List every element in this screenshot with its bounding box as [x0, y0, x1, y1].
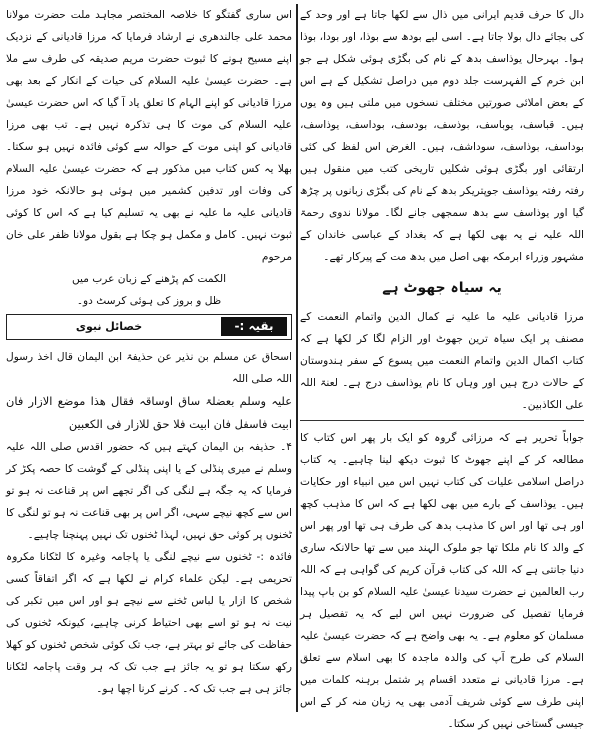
verse-line-1: الکمت کم پڑھنے کے زبان عرب میں: [71, 273, 227, 285]
column-divider: [296, 4, 298, 712]
section-divider: [300, 420, 584, 421]
continuation-subtitle: خصائل نبوی: [75, 320, 143, 333]
right-top-paragraph: دال کا حرف قدیم ایرانی میں ذال سے لکھا جاتا ہے اور وحد کے کی بجائے دال بولا جاتا ہے۔ اسی لیے بودھ سے بوذا، اور بودا، بوذا ہوا۔ بہرحال یوذاسف بدھ کے نام کی بگڑی ہوئی شکل ہے جو ابن خرم کے الفہرست جلد دوم میں دراصل تشکیل کے ہے اس کے بعض املائی صورتیں مختلف نسخوں میں ملتی ہیں وہ یوں ہیں۔ قباسف، یوباسف، بوذسف، بودسف، بوداسف، یوذاسف، بوداسف، بوذاسف، سوداشف، ہیں۔ الغرض اس لفظ کی کئی ارتقائی اور بگڑی ہوئی شکلیں تاریخی کتب میں منقول ہیں رفتہ رفتہ یوذاسف جوپتریکر بدھ کے نام کی بگڑی زبانوں پر چڑھ گیا اور یوذاسف سے بدھ سمجھی جانے لگا۔ مولانا ندوی رحمۃ اللہ علیہ نے یہ بھی لکھا ہے کہ بغداد کے عباسی خاندان کے مشہور وزراء ابرمکہ بھی اصل میں بدھ مت کے پیرکار تھے۔: [300, 9, 584, 263]
left-top-paragraph: اس ساری گفتگو کا خلاصہ المختصر مجاہد ملت حضرت مولانا محمد علی جالندھری نے ارشاد فرمایا کہ مرزا قادیانی کے نزدیک اپنے مسیح ہونے کا ثبوت حضرت مریم صدیقہ کی طرف سے ملا ہے۔ حضرت عیسیٰ علیہ السلام کی حیات کے انکار کے بعد بھی مرزا قادیانی کو اپنے الہام کا تعلق یاد آ گیا کہ اس حضرت عیسیٰ علیہ السلام کی موت کا ہی تذکرہ نہیں ہے۔ تب بھی مرزا قادیانی کو اپنی موت کے حوالہ سے کوئی فائدہ نہیں ہو سکتا۔ بھلا یہ کس کتاب میں مذکور ہے کہ حضرت عیسیٰ علیہ السلام کی وفات اور تدفین کشمیر میں ہوئی ہو حالانکہ خود مرزا قادیانی علیہ ما علیہ نے بھی یہ تسلیم کیا ہے کہ اس کا کوئی ثبوت نہیں۔ کامل و مکمل ہو چکا ہے بقول مولانا ظفر علی خان مرحوم: [6, 9, 292, 263]
right-middle-paragraph: مرزا قادیانی علیہ ما علیہ نے کمال الدین واتمام النعمت کے مصنف پر ایک سیاہ ترین جھوٹ اور الزام لگا کر لکھا ہے کہ کتاب اکمال الدین واتمام النعمت میں یسوع کے سفر ہندوستان کے حالات درج ہیں اور وہاں کا نام یوذاسف درج ہے۔ لعنۃ اللہ علی الکاذبین۔: [300, 311, 584, 411]
arabic-hadith: علیہ وسلم بعضلۃ ساق اوساقہ فقال هذا موضع الازار فان ابیت فاسفل فان ابیت فلا حق للازار فی الکعبین: [6, 394, 292, 431]
isnad-text: اسحاق عن مسلم بن نذیر عن حذیفۃ ابن الیمان قال اخذ رسول اللہ صلی اللہ: [6, 351, 292, 385]
fayda-paragraph: فائدہ :- ٹخنوں سے نیچے لنگی یا پاجامہ وغیرہ کا لٹکانا مکروہ تحریمی ہے۔ لیکن علماء کرام نے لکھا ہے کہ اگر اتفاقاً کسی شخص کا ازار یا لباس ٹخنے سے نیچے ہو اور اس میں تکبر کی نیت نہ ہو تو اسے بھی احتیاط کرنی چاہیے، کیونکہ ٹخنوں کی حفاظت کی جائے تو بہتر ہے، جب تک کوئی شخص ٹخنوں کو کھلا رکھ سکتا ہو تو یہ جائز ہے جب تک کہ ہر وقت پاجامہ لٹکانا جائز ہی ہے جب تک کہ۔ کرنے کرنا اچھا ہو۔: [6, 551, 292, 695]
right-bottom-paragraph: جواباً تحریر ہے کہ مرزائی گروہ کو ایک بار پھر اس کتاب کا مطالعہ کر کے اپنے جھوٹ کا ثبوت دیکھ لینا چاہیے۔ یہ کتاب دراصل اسلامی علیات کی کتاب نہیں اس میں انبیاء اور حکایات ہیں۔ یوذاسف کے بارے میں بھی لکھا ہے کہ اس کا مذہب کچھ اور ہی تھا اور اس کا مذہب بدھ کی طرف ہی تھا اور پھر اس کے والد کا نام ملکا تھا جو ملوک الہند میں سے تھا حالانکہ ساری دنیا جانتی ہے کہ اللہ کی کتاب قرآن کریم کی گواہی ہے کہ اللہ رب العالمین نے حضرت سیدنا عیسیٰ علیہ السلام کو بن باپ پیدا فرمایا تفصیل کی ضرورت نہیں اس لیے کہ یہ تفصیل ہر مسلمان کو معلوم ہے۔ یہ بھی واضح ہے کہ حضرت عیسیٰ علیہ السلام کی طرح آپ کی والدہ ماجدہ کا بھی اسلام سے تعلق ہے۔ مرزا قادیانی نے متعدد اقسام پر شتمل برہنہ کلمات میں اپنی طرف سے کوئی شریف آدمی بھی یہ زبان منہ کر کے اس جیسی گستاخی نہیں کر سکتا۔: [300, 432, 584, 730]
verse-line-2: ظل و بروز کی ہوئی کرسٹ دو۔: [76, 295, 222, 307]
continuation-label: بقیہ :-: [221, 317, 287, 336]
continuation-box: [6, 314, 292, 340]
right-column: [300, 4, 584, 730]
hadith-paragraph: ۴۔ حذیفہ بن الیمان کہتے ہیں کہ حضور اقدس صلی اللہ علیہ وسلم نے میری پنڈلی کے یا اپنی پنڈلی کے گوشت کا حصہ پکڑ کر فرمایا کہ یہ جگہ ہے لنگی کی اگر تجھے اس پر قناعت نہ ہو تو اس سے کچھ نیچے سہی، اگر اس پر بھی قناعت نہ ہو تو لنگی کا ٹخنوں پر کوئی حق نہیں، لہذا ٹخنوں تک نہیں پہنچنا چاہیے۔: [6, 441, 292, 541]
left-column: [6, 4, 292, 712]
section-heading: یہ سیاہ جھوٹ ہے: [382, 280, 502, 296]
